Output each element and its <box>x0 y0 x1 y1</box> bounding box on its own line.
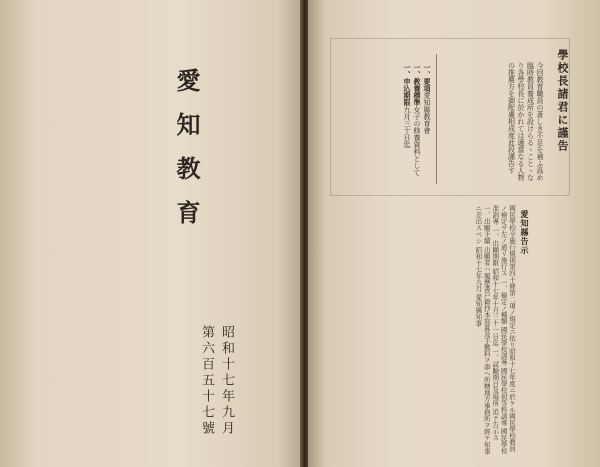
issue-number: 第六百五十七號 <box>199 325 214 437</box>
notice-list-text: 女子の修養資料として <box>413 106 421 176</box>
notice-list <box>346 64 432 189</box>
notice-body: 今回教育職員の著しき不足を補ふ爲め臨時教員養成所を設けらるゝことゝなり各學校長に於かれては適當なる人物の推薦方を御配慮相成度此段謹告す <box>507 62 544 181</box>
notice-list-label: 一、教養標準 <box>413 64 422 106</box>
issue-date: 昭和十七年九月 <box>219 325 234 437</box>
notice-list-item <box>412 64 422 189</box>
notice-list-label: 一、要項 <box>423 64 432 92</box>
notice-list-text: 愛知縣教育會 <box>423 92 431 134</box>
principal-notice <box>336 44 569 189</box>
notice-list-text: 九月三十日迄 <box>403 106 411 148</box>
magazine-title: 愛知教育 <box>172 68 201 244</box>
notice-list-label: 一、申込期限 <box>403 64 412 106</box>
ordinance-heading: 愛知縣告示 <box>520 210 530 255</box>
notice-list-item <box>402 64 412 189</box>
notice-divider <box>436 54 437 184</box>
notice-list-item <box>422 64 432 189</box>
notice-heading: 學校長諸君に謹告 <box>556 49 569 153</box>
ordinance-body: 國民學校令施行規則第四十條第二項ノ規定ニ依リ昭和十七年度ニ於ケル國民學校教員ノ檢定ヲ左ノ通リ施行ス 一、檢定ノ種類 國民學校訓導 國民學校初等科訓導 國民學校准訓導 一、出願期限 昭和十七年十月三十一日迄 一、試驗期日及場所 追テ告示ス 一、出願手續 出願者ハ履歷書戸籍抄本寫眞及手數料ヲ添ヘ所轄地方事務所ヲ經テ知事ニ差出スベシ 昭和十七年九月 愛知縣知事 <box>474 205 516 455</box>
